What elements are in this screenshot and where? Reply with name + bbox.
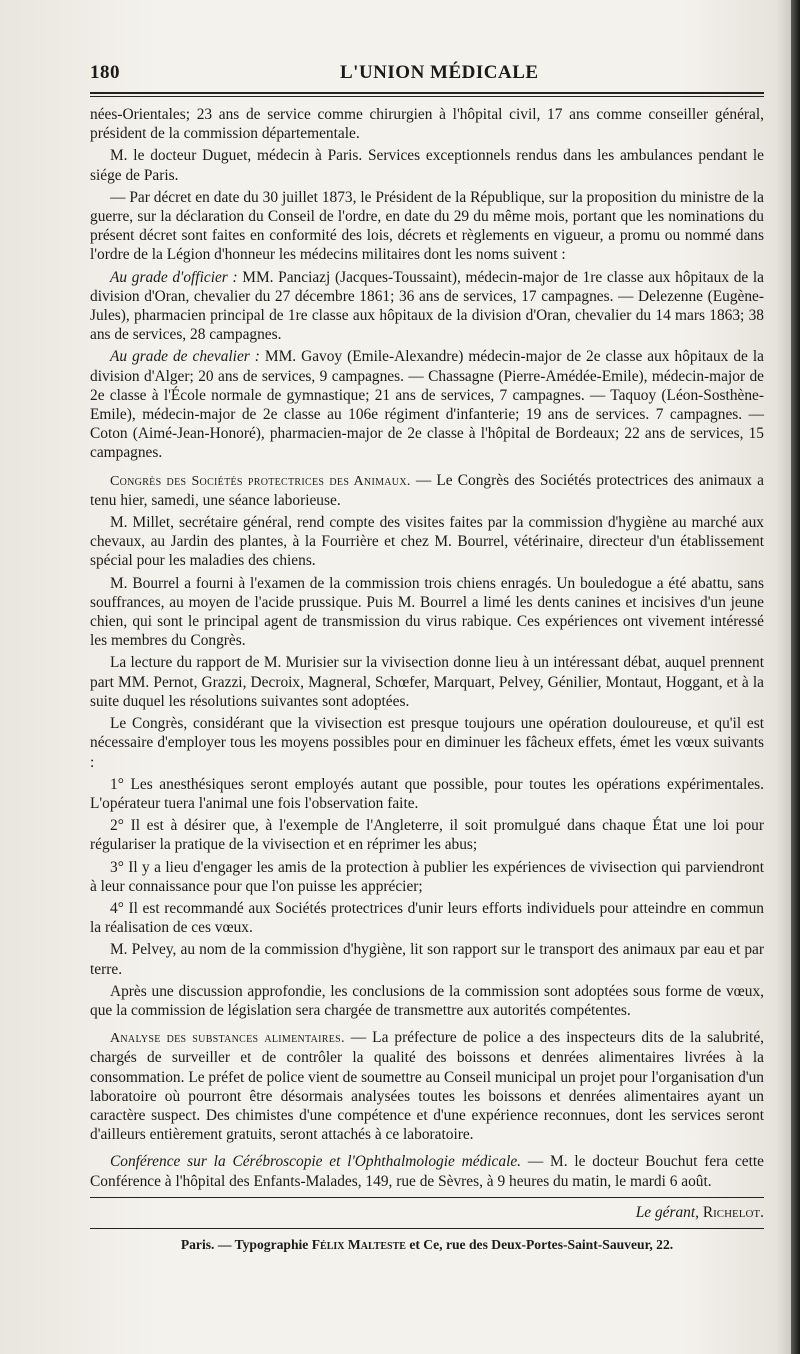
signature-rule <box>90 1197 764 1198</box>
grade-label: Au grade de chevalier : <box>110 348 260 366</box>
paragraph: — Par décret en date du 30 juillet 1873, le Président de la République, sur la proposition du ministre de la guerre, sur la déclaration du Conseil de l'ordre, en date du 29 du même mois, portant que les nominations du présent décret sont faites en conformité des lois, décrets et règlements en vigueur, a promu ou nommé dans l'ordre de la Légion d'honneur les médecins militaires dont les noms suivent : <box>90 188 764 264</box>
conference-paragraph <box>90 1152 764 1190</box>
officer-grade-paragraph <box>90 268 764 345</box>
article-body <box>90 105 764 1191</box>
header-rule <box>90 92 764 97</box>
printer-imprint <box>90 1237 764 1253</box>
analyse-section <box>90 1028 764 1144</box>
paragraph: M. le docteur Duguet, médecin à Paris. Services exceptionnels rendus dans les ambulances pendant le siége de Paris. <box>90 147 764 184</box>
section-text: — La préfecture de police a des inspecteurs dits de la salubrité, chargés de surveiller et de contrôler la qualité des boissons et denrées alimentaires livrées à la consommation. Le préfet de police vient de soumettre au Conseil municipal un projet pour l'organisation d'un laboratoire où pourront être désormais analysées toutes les boissons et denrées alimentaires ayant un caractère suspect. Des chimistes d'une compétence et d'une expérience reconnues, dont les services seront d'ailleurs entièrement gratuits, seront attachés à ce laboratoire. <box>90 1029 764 1144</box>
chevalier-grade-paragraph <box>90 347 764 462</box>
signature <box>90 1204 764 1222</box>
paragraph: Le Congrès, considérant que la vivisection est presque toujours une opération douloureuse, et qu'il est nécessaire d'employer tous les moyens possibles pour en diminuer les fâcheux effets, émet les vœux suivants : <box>90 715 764 771</box>
paragraph: Après une discussion approfondie, les conclusions de la commission sont adoptées sous forme de vœux, que la commission de législation sera chargée de transmettre aux autorités compétentes. <box>90 982 764 1019</box>
grade-text: MM. Panciazj (Jacques-Toussaint), médecin-major de 1re classe aux hôpitaux de la division d'Oran, chevalier du 27 décembre 1861; 36 ans de services, 17 campagnes. — Delezenne (Eugène-Jules), pharmacien principal de 1re classe aux hôpitaux de la division d'Oran, chevalier du 14 mars 1863; 38 ans de services, 28 campagnes. <box>90 268 764 344</box>
paragraph: M. Pelvey, au nom de la commission d'hygiène, lit son rapport sur le transport des animaux par eau et par terre. <box>90 941 764 978</box>
conference-text: — M. le docteur Bouchut fera cette Conférence à l'hôpital des Enfants-Malades, 149, rue de Sèvres, à 9 heures du matin, le mardi 6 août. <box>90 1153 764 1190</box>
paragraph: nées-Orientales; 23 ans de service comme chirurgien à l'hôpital civil, 17 ans comme conseiller général, président de la commission départementale. <box>90 106 764 143</box>
page-header <box>90 62 764 88</box>
resolution-item: 3° Il y a lieu d'engager les amis de la protection à publier les expériences de vivisection qui parviendront à leur connaissance pour que l'on puisse les apprécier; <box>90 858 764 895</box>
paragraph: La lecture du rapport de M. Murisier sur la vivisection donne lieu à un intéressant débat, auquel prennent part MM. Pernot, Grazzi, Decroix, Magneral, Schœfer, Marquart, Pelvey, Génilier, Montaut, Hoggant, et à la suite duquel les résolutions suivantes sont adoptées. <box>90 654 764 710</box>
resolution-item: 4° Il est recommandé aux Sociétés protectrices d'unir leurs efforts individuels pour atteindre en commun la réalisation de ces vœux. <box>90 899 764 937</box>
imprint-prefix: Paris. — Typographie <box>180 1236 312 1252</box>
footer-rule <box>90 1228 764 1229</box>
section-lead-text: — Le Congrès des Sociétés protectrices des animaux a tenu hier, samedi, une séance laborieuse. <box>90 471 764 509</box>
paragraph: M. Bourrel a fourni à l'examen de la commission trois chiens enragés. Un bouledogue a été abattu, sans souffrances, au moyen de l'acide prussique. Puis M. Bourrel a limé les dents canines et incisives d'un jeune chien, qui sont le principal agent de transmission du virus rabique. Ces expériences ont vivement intéressé les membres du Congrès. <box>90 574 764 650</box>
grade-text: MM. Gavoy (Emile-Alexandre) médecin-major de 2e classe aux hôpitaux de la division d'Alger; 20 ans de services, 9 campagnes. — Chassagne (Pierre-Amédée-Emile), médecin-major de 2e classe à l'École normale de gymnastique; 21 ans de services, 7 campagnes. — Taquoy (Léon-Sosthène-Emile), médecin-major de 2e classe au 106e régiment d'infanterie; 19 ans de services. 7 campagnes. — Coton (Aimé-Jean-Honoré), pharmacien-major de 2e classe à l'hôpital de Bordeaux; 22 ans de services, 15 campagnes. <box>90 348 764 462</box>
resolution-item: 2° Il est à désirer que, à l'exemple de l'Angleterre, il soit promulgué dans chaque État une loi pour régulariser la pratique de la vivisection et en réprimer les abus; <box>90 817 764 854</box>
journal-title: L'UNION MÉDICALE <box>340 62 539 83</box>
page-number: 180 <box>90 62 120 83</box>
resolution-item: 1° Les anesthésiques seront employés autant que possible, pour toutes les opérations expérimentales. L'opérateur tuera l'animal une fois l'observation faite. <box>90 775 764 812</box>
section-heading: Analyse des substances alimentaires. <box>110 1031 345 1047</box>
section-lead <box>90 471 764 510</box>
page-edge-shadow <box>791 0 800 1354</box>
printer-name: Félix Malteste <box>311 1236 406 1252</box>
congres-section <box>90 471 764 1020</box>
conference-title: Conférence sur la Cérébroscopie et l'Ophthalmologie médicale. <box>110 1153 522 1171</box>
section-heading: Congrès des Sociétés protectrices des Animaux. <box>110 473 411 489</box>
section-paragraph <box>90 1028 764 1144</box>
signature-label: Le gérant, <box>635 1203 699 1221</box>
grade-label: Au grade d'officier : <box>110 268 238 286</box>
signature-name: Richelot. <box>698 1203 764 1221</box>
conference-section <box>90 1152 764 1190</box>
imprint-suffix: et Ce, rue des Deux-Portes-Saint-Sauveur, 22. <box>405 1236 674 1252</box>
paragraph: M. Millet, secrétaire général, rend compte des visites faites par la commission d'hygiène au marché aux chevaux, au Jardin des plantes, à la Fourrière et chez M. Bourrel, vétérinaire, directeur d'un établissement spécial pour les maladies des chiens. <box>90 514 764 570</box>
